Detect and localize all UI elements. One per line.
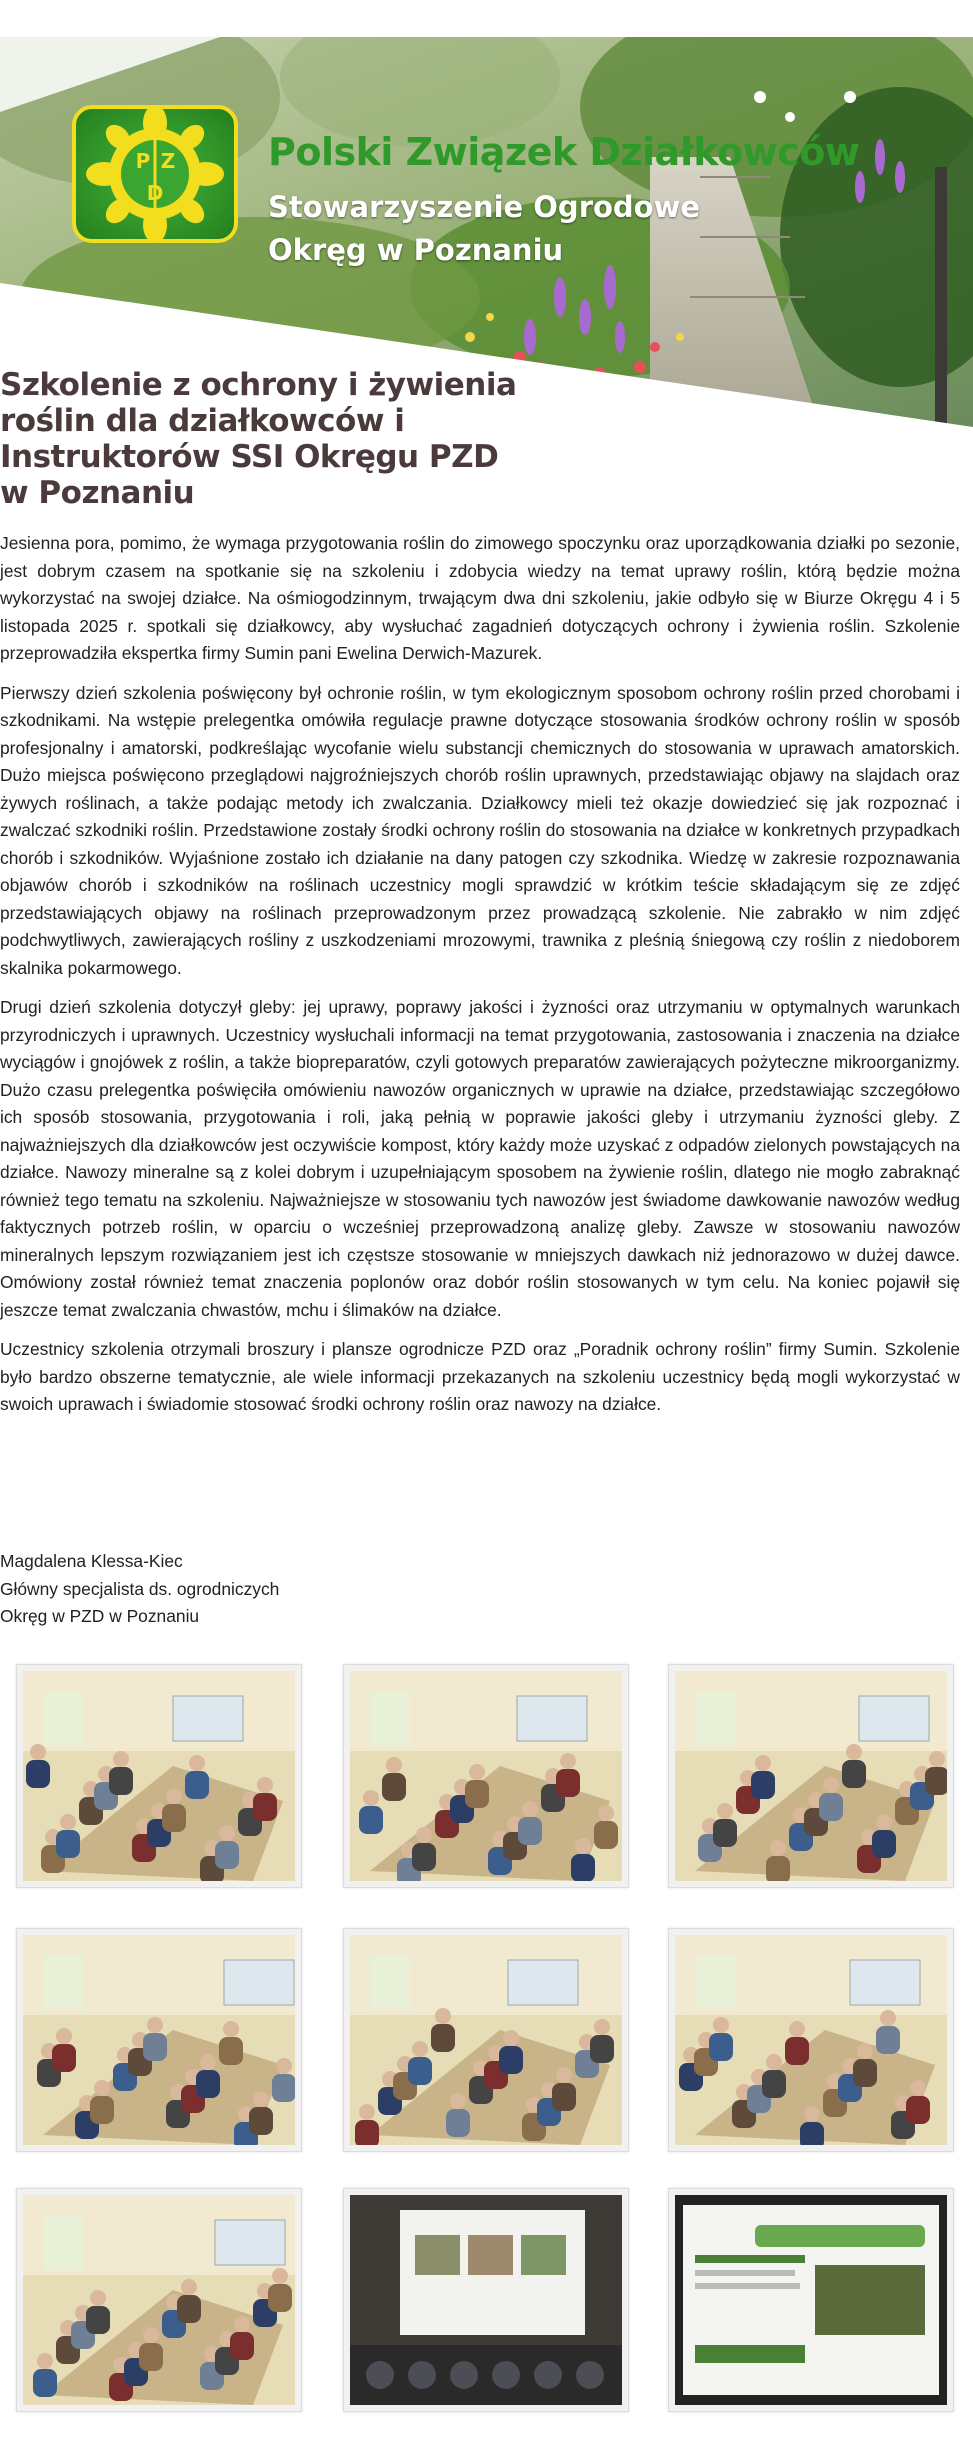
article-paragraph: Uczestnicy szkolenia otrzymali broszury i plansze ogrodnicze PZD oraz „Poradnik ochrony roślin” firmy Sumin. Szkolenie było bardzo obszerne tematycznie, ale wiele informacji przekazanych na szkoleniu uczestnicy będą mogli wykorzystać w swoich uprawach i świadomie stosować środki ochrony roślin oraz nawozy na działce. [0,1339,960,1414]
org-subtitle-line2: Okręg w Poznaniu [268,233,564,267]
article-body [0,530,960,1431]
org-name: Polski Związek Działkowców [268,130,860,174]
pzd-logo [74,105,236,243]
photo-image [350,1671,622,1881]
presentation-screen-photo-9[interactable] [668,2188,954,2412]
training-room-photo-2[interactable] [343,1664,629,1888]
photo-image [675,1671,947,1881]
article-paragraph: Pierwszy dzień szkolenia poświęcony był ochronie roślin, w tym ekologicznym sposobom ochrony roślin przed chorobami i szkodnikami. Na wstępie prelegentka omówiła regulacje prawne dotyczące stosowania środków ochrony roślin w sposób profesjonalny i amatorski, podkreślając wycofanie wielu substancji chemicznych do stosowania w uprawach amatorskich. Dużo miejsca poświęcono przeglądowi najgroźniejszych chorób roślin uprawnych, przedstawiając objawy na slajdach oraz żywych roślinach, a także podając metody ich zwalczania. Działkowcy mieli też okazje dowiedzieć się jak rozpoznać i zwalczać szkodniki roślin. Przedstawione zostały środki ochrony roślin do stosowania na działce w konkretnych przypadkach chorób i szkodników. Wyjaśnione zostało ich działanie na dany patogen czy szkodnika. Wiedzę w zakresie rozpoznawania objawów chorób i szkodników na roślinach uczestnicy mogli sprawdzić w krótkim teście składającym się ze zdjęć przedstawiających objawy na roślinach przeprowadzonym przez prowadzącą szkolenie. Nie zabrakło w nim zdjęć podchwytliwych, zawierających rośliny z uszkodzeniami mrozowymi, trawnika z pleśnią śniegową czy roślin z niedoborem skalnika pokarmowego. [0,682,960,978]
author-signature [0,1548,279,1631]
article-paragraph: Drugi dzień szkolenia dotyczył gleby: jej uprawy, poprawy jakości i żyzności oraz utrzymaniu w optymalnych warunkach przyrodniczych i uprawnych. Uczestnicy wysłuchali informacji na temat przygotowania, zastosowania i znaczenia na działce wyciągów i gnojówek z roślin, a także biopreparatów, czyli gotowych preparatów zawierających pożyteczne mikroorganizmy. Dużo czasu prelegentka poświęciła omówieniu nawozów organicznych w uprawie na działce, przedstawiając szczegółowo ich sposób stosowania, przygotowania i roli, jaką pełnią w poprawie jakości gleby i utrzymaniu żyzności gleby. Z najważniejszych dla działkowców jest oczywiście kompost, który każdy może uzyskać z odpadów zielonych powstających na działce. Nawozy mineralne są z kolei dobrym i uzupełniającym sposobem na żywienie roślin, dlatego nie mogło zabraknąć również tego tematu na szkoleniu. Najważniejsze w stosowaniu tych nawozów jest świadome dawkowanie nawozów według faktycznych potrzeb roślin, w oparciu o wcześniej przeprowadzoną analizę gleby. Zawsze w stosowaniu nawozów mineralnych lepszym rozwiązaniem jest ich częstsze stosowanie w mniejszych dawkach niż jednorazowo w dużej dawce. Omówiony został również temat znaczenia poplonów oraz dobór roślin stosowanych w tym celu. Na koniec pojawił się jeszcze temat zwalczania chwastów, mchu i ślimaków na działce. [0,997,960,1320]
training-room-photo-7[interactable] [16,2188,302,2412]
training-room-photo-5[interactable] [343,1928,629,2152]
photo-image [675,2195,947,2405]
org-subtitle-line1: Stowarzyszenie Ogrodowe [268,190,701,224]
photo-image [350,1935,622,2145]
presentation-screen-photo-8[interactable] [343,2188,629,2412]
article-paragraph: Jesienna pora, pomimo, że wymaga przygotowania roślin do zimowego spoczynku oraz uporządkowania działki po sezonie, jest dobrym czasem na spotkanie się na szkoleniu i zdobycia wiedzy na temat uprawy roślin, którą będzie można wykorzystać na swojej działce. Na ośmiogodzinnym, trwającym dwa dni szkoleniu, jakie odbyło się w Biurze Okręgu 4 i 5 listopada 2025 r. spotkali się działkowcy, aby wysłuchać zagadnień dotyczących ochrony i żywienia roślin. Szkolenie przeprowadziła ekspertka firmy Sumin pani Ewelina Derwich-Mazurek. [0,533,960,663]
training-room-photo-1[interactable] [16,1664,302,1888]
author-name: Magdalena Klessa-Kiec [0,1551,183,1571]
photo-image [23,1935,295,2145]
logo-letter-p: P [135,149,151,173]
training-room-photo-3[interactable] [668,1664,954,1888]
photo-image [675,1935,947,2145]
photo-image [350,2195,622,2405]
author-organization: Okręg w PZD w Poznaniu [0,1606,200,1626]
article-title: Szkolenie z ochrony i żywienia roślin dla działkowców i Instruktorów SSI Okręgu PZD w Poznaniu [0,367,517,511]
photo-image [23,1671,295,1881]
training-room-photo-4[interactable] [16,1928,302,2152]
photo-gallery [16,1664,956,2454]
logo-letter-z: Z [160,149,176,173]
training-room-photo-6[interactable] [668,1928,954,2152]
author-role: Główny specjalista ds. ogrodniczych [0,1578,280,1599]
photo-image [23,2195,295,2405]
logo-letter-d: D [146,181,164,205]
